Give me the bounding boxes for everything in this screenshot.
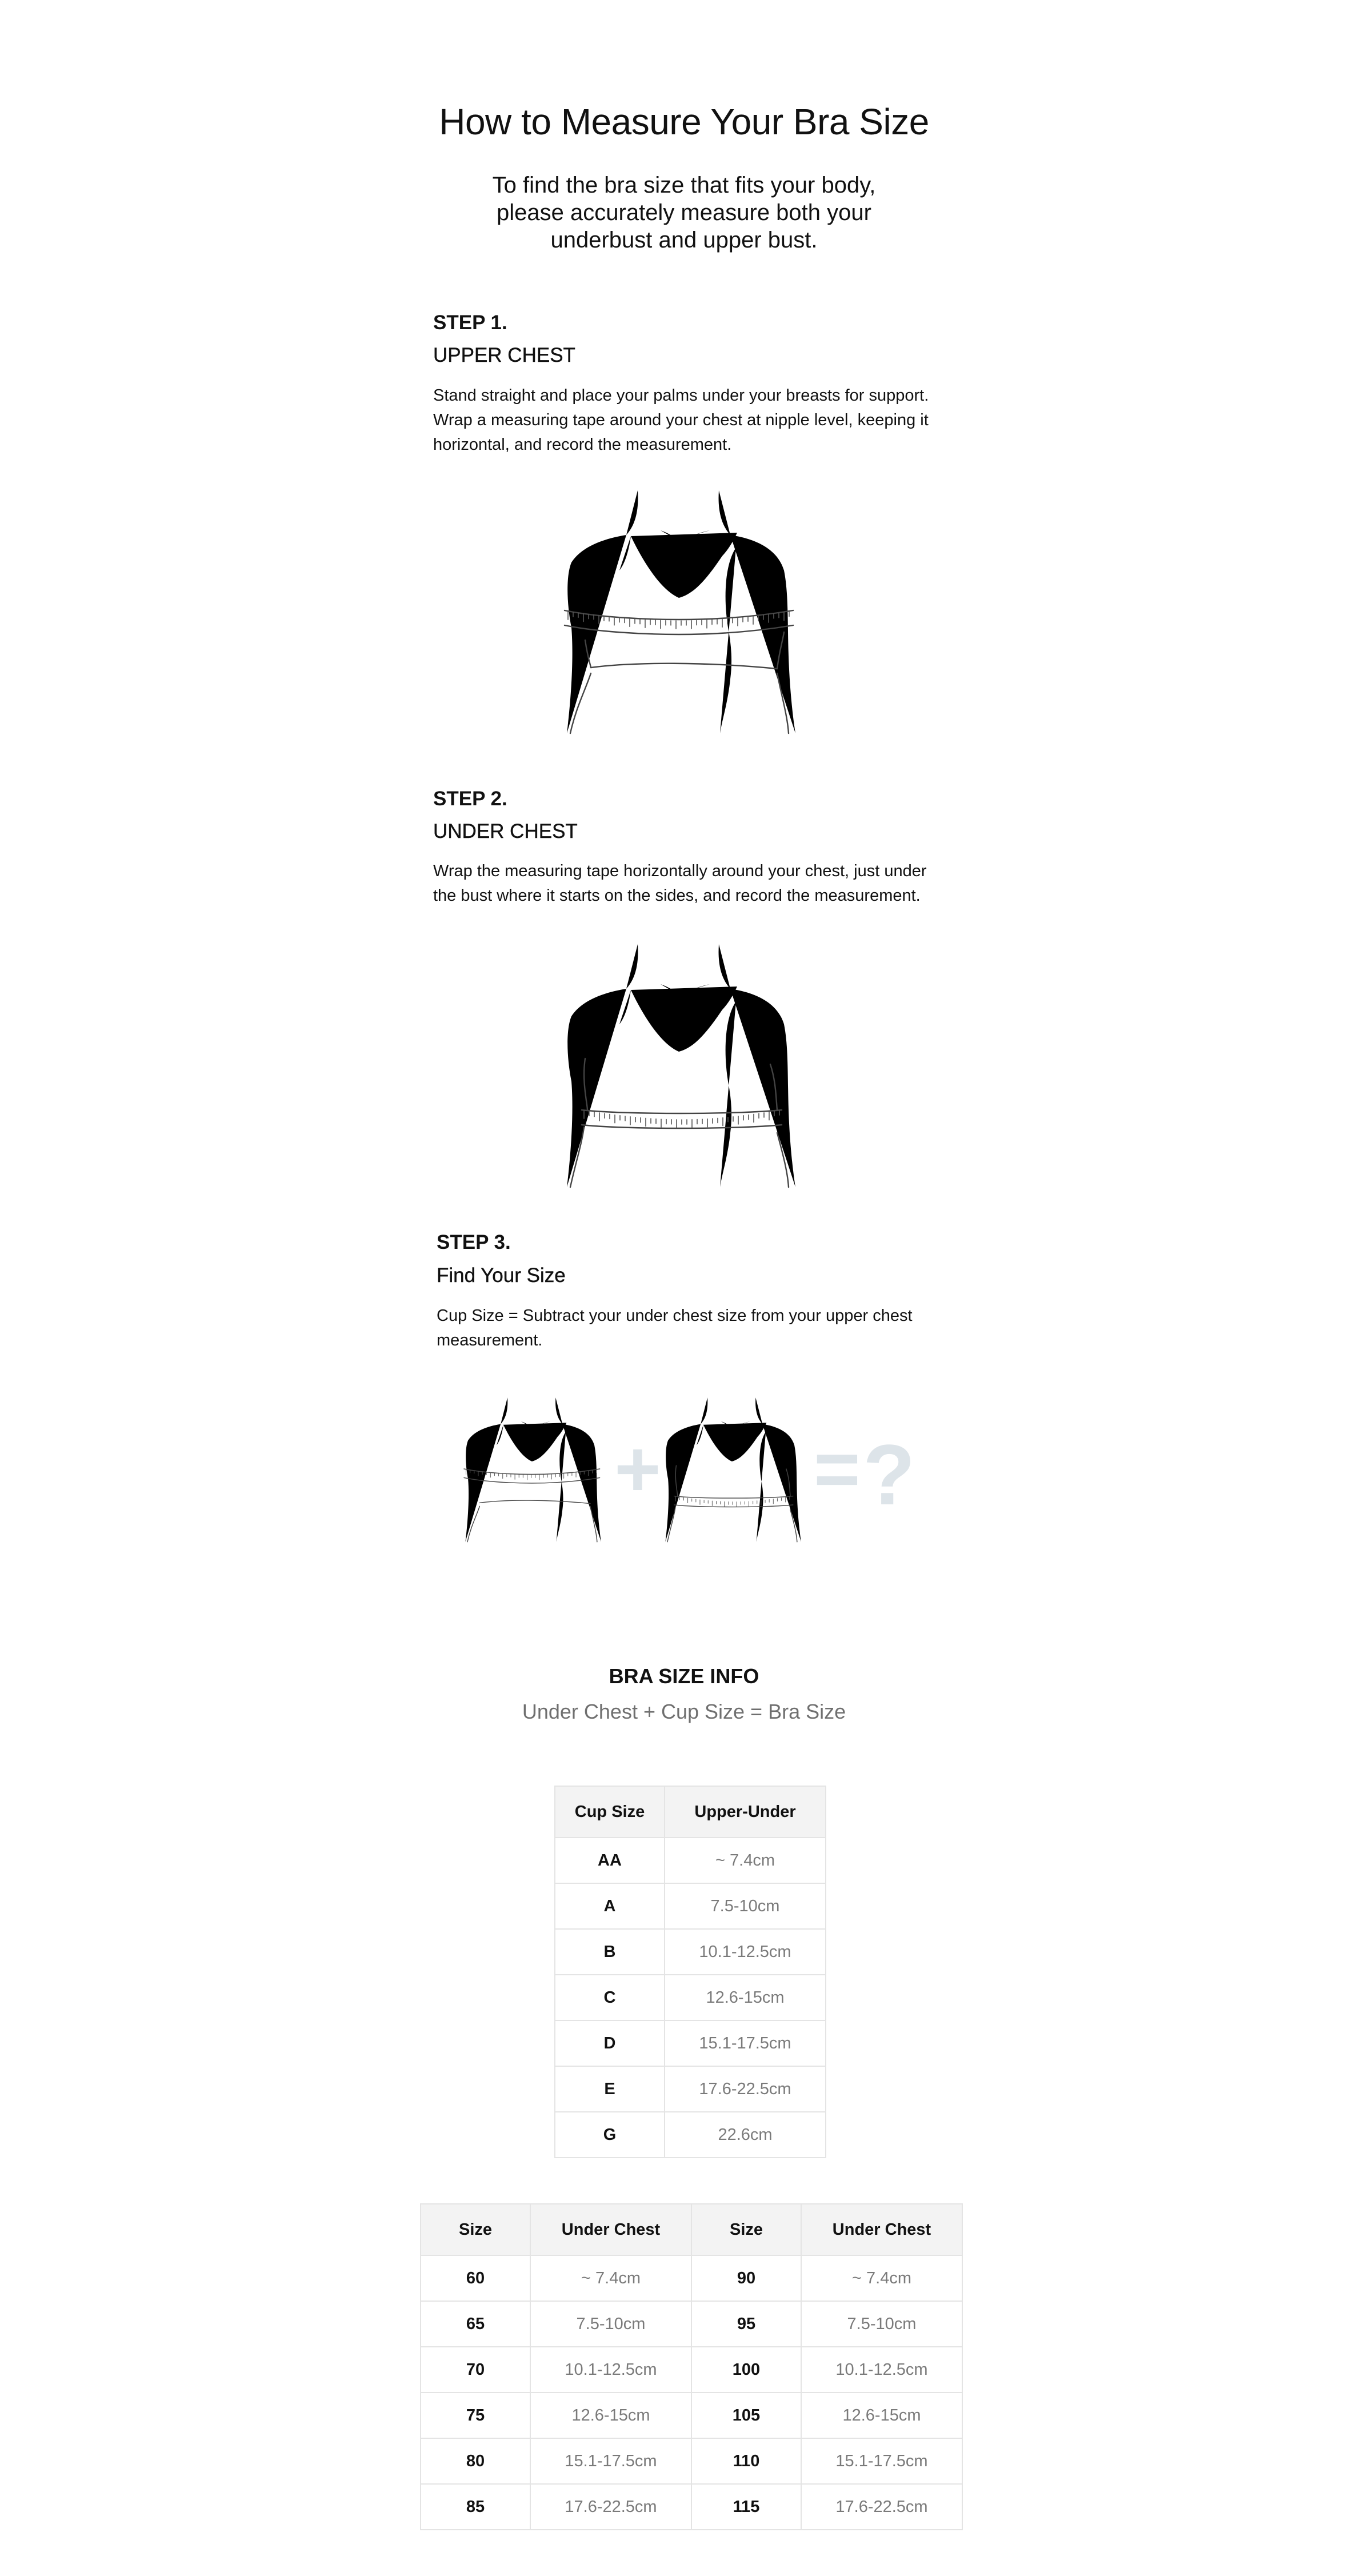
size-cell: 100 — [691, 2347, 801, 2393]
step-3-description: Cup Size = Subtract your under chest size from your upper chest measurement. — [437, 1307, 913, 1349]
cup-table-row — [555, 2112, 826, 2158]
equals-symbol: = — [814, 1424, 861, 1513]
size-cell: AA — [555, 1838, 665, 1883]
measurement-cell: 15.1-17.5cm — [665, 2020, 826, 2066]
step-3-label: STEP 3. — [437, 1231, 511, 1253]
step-1-label: STEP 1. — [433, 311, 507, 334]
measurement-cell: 10.1-12.5cm — [530, 2347, 691, 2393]
plus-symbol: + — [614, 1424, 661, 1513]
measurement-cell: 22.6cm — [665, 2112, 826, 2158]
size-cell: 60 — [421, 2255, 530, 2301]
size-cell: 110 — [691, 2438, 801, 2484]
size-cell: 105 — [691, 2393, 801, 2438]
measurement-cell: 12.6-15cm — [801, 2393, 962, 2438]
question-symbol: ? — [863, 1427, 915, 1523]
size-info-title: BRA SIZE INFO — [609, 1664, 759, 1688]
size-cell: 80 — [421, 2438, 530, 2484]
measurement-cell: 17.6-22.5cm — [801, 2484, 962, 2530]
measurement-cell: 12.6-15cm — [530, 2393, 691, 2438]
measurement-cell: 15.1-17.5cm — [801, 2438, 962, 2484]
measurement-cell: 17.6-22.5cm — [665, 2066, 826, 2112]
measurement-cell: 12.6-15cm — [665, 1975, 826, 2020]
step-1-description: Stand straight and place your palms under your breasts for support. Wrap a measuring tape around your chest at nipple level, keeping it horizontal, and record the measurement. — [433, 386, 929, 454]
cup-table-row — [555, 2020, 826, 2066]
size-cell: E — [555, 2066, 665, 2112]
page-title: How to Measure Your Bra Size — [439, 101, 929, 142]
cup-table-row — [555, 2066, 826, 2112]
measurement-cell: 7.5-10cm — [801, 2301, 962, 2347]
measurement-cell: ~ 7.4cm — [665, 1838, 826, 1883]
size-cell: C — [555, 1975, 665, 2020]
size-cell: 65 — [421, 2301, 530, 2347]
measurement-cell: ~ 7.4cm — [530, 2255, 691, 2301]
cup-table-row — [555, 1929, 826, 1975]
size-cell: A — [555, 1883, 665, 1929]
cup-size-table — [554, 1786, 826, 2158]
size-header-under-chest-left: Under Chest — [530, 2204, 691, 2255]
size-info-formula: Under Chest + Cup Size = Bra Size — [522, 1700, 846, 1723]
step-3-title: Find Your Size — [437, 1264, 566, 1287]
measurement-cell: 15.1-17.5cm — [530, 2438, 691, 2484]
cup-header-cup-size: Cup Size — [555, 1786, 665, 1838]
size-cell: 85 — [421, 2484, 530, 2530]
step-2-description: Wrap the measuring tape horizontally around your chest, just under the bust where it starts on the sides, and record the measurement. — [433, 862, 927, 905]
under-chest-thumbnail — [664, 1395, 801, 1543]
measurement-cell: 17.6-22.5cm — [530, 2484, 691, 2530]
size-cell: 75 — [421, 2393, 530, 2438]
measurement-cell: 7.5-10cm — [530, 2301, 691, 2347]
page-subtitle: To find the bra size that fits your body, please accurately measure both your underbust and upper bust. — [492, 173, 876, 253]
cup-table-row — [555, 1975, 826, 2020]
measurement-cell: ~ 7.4cm — [801, 2255, 962, 2301]
band-size-table — [420, 2203, 963, 2530]
size-table-row — [421, 2484, 962, 2530]
cup-table-row — [555, 1883, 826, 1929]
size-table-row — [421, 2255, 962, 2301]
size-cell: D — [555, 2020, 665, 2066]
size-header-size-left: Size — [421, 2204, 530, 2255]
cup-header-upper-under: Upper-Under — [665, 1786, 826, 1838]
step-1-title: UPPER CHEST — [433, 344, 575, 366]
size-header-under-chest-right: Under Chest — [801, 2204, 962, 2255]
size-header-size-right: Size — [691, 2204, 801, 2255]
step-2-title: UNDER CHEST — [433, 820, 578, 842]
size-table-row — [421, 2393, 962, 2438]
step-2-label: STEP 2. — [433, 788, 507, 810]
size-table-row — [421, 2301, 962, 2347]
under-chest-illustration — [565, 944, 795, 1184]
size-table-row — [421, 2438, 962, 2484]
size-cell: 115 — [691, 2484, 801, 2530]
upper-chest-illustration — [565, 490, 795, 730]
cup-table-row — [555, 1838, 826, 1883]
measurement-cell: 10.1-12.5cm — [665, 1929, 826, 1975]
size-cell: 95 — [691, 2301, 801, 2347]
measurement-cell: 7.5-10cm — [665, 1883, 826, 1929]
measurement-cell: 10.1-12.5cm — [801, 2347, 962, 2393]
upper-chest-thumbnail — [464, 1395, 601, 1543]
size-cell: G — [555, 2112, 665, 2158]
size-table-row — [421, 2347, 962, 2393]
size-cell: 90 — [691, 2255, 801, 2301]
size-cell: B — [555, 1929, 665, 1975]
size-cell: 70 — [421, 2347, 530, 2393]
